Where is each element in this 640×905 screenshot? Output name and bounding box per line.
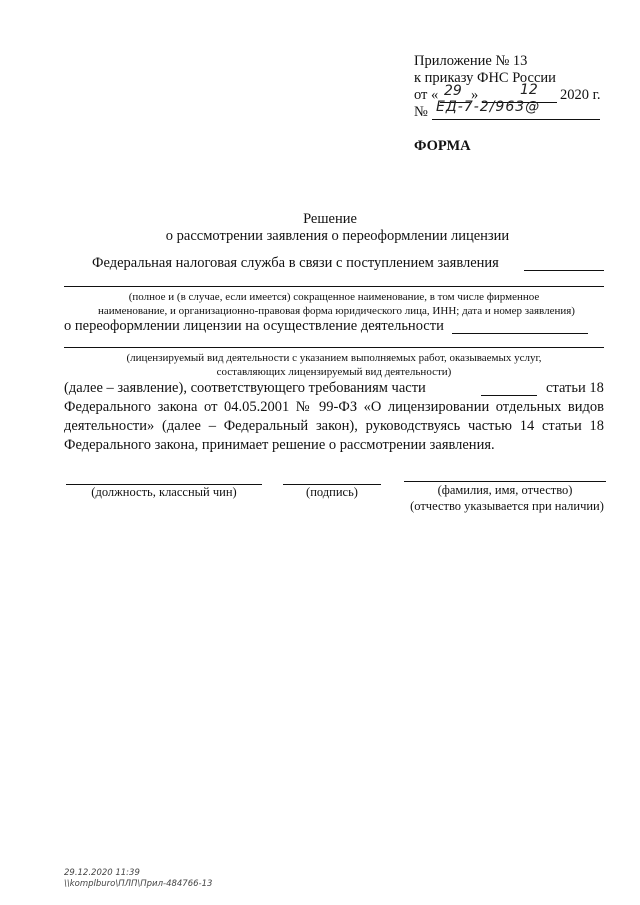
appendix-line2: к приказу ФНС России <box>414 70 556 86</box>
reissue-text: о переоформлении лицензии на осуществление деятельности <box>64 318 444 334</box>
applicant-blank-line <box>64 286 604 287</box>
signature-caption: (подпись) <box>306 485 358 499</box>
appendix-date-mid: » <box>471 87 479 103</box>
title-line2: о рассмотрении заявления о переоформлении лицензии <box>165 228 510 244</box>
appendix-date-month: 12 <box>520 82 538 98</box>
paragraph-line1-a: (далее – заявление), соответствующего требованиям части <box>64 380 426 396</box>
paragraph-line2: Федерального закона от 04.05.2001 № 99-ФЗ «О лицензировании отдельных видов <box>64 399 604 415</box>
name-note: (отчество указывается при наличии) <box>410 499 604 513</box>
paragraph-line3: деятельности» (далее – Федеральный закон), руководствуясь частью 14 статьи 18 <box>64 418 604 434</box>
appendix-date-day: 29 <box>444 83 462 99</box>
appendix-line1: Приложение № 13 <box>414 53 528 69</box>
name-line <box>404 481 606 482</box>
appendix-date-year: 2020 г. <box>560 87 601 103</box>
paragraph-line4: Федерального закона, принимает решение о рассмотрении заявления. <box>64 437 495 453</box>
hint1-line1: (полное и (в случае, если имеется) сокращенное наименование, в том числе фирменное <box>128 291 540 303</box>
activity-blank-line <box>64 347 604 348</box>
form-label: ФОРМА <box>414 138 471 154</box>
number-underline <box>432 119 600 120</box>
intro-blank-line <box>524 270 604 271</box>
footer-date: 29.12.2020 11:39 <box>64 868 140 878</box>
hint2-line1: (лицензируемый вид деятельности с указанием выполняемых работ, оказываемых услуг, <box>126 352 542 364</box>
reissue-blank-line <box>452 333 588 334</box>
appendix-number-prefix: № <box>414 104 428 120</box>
position-caption: (должность, классный чин) <box>91 485 237 499</box>
part-blank-line <box>481 395 537 396</box>
appendix-number-value: ЕД-7-2/963@ <box>436 99 541 115</box>
hint1-line2: наименование, и организационно-правовая форма юридического лица, ИНН; дата и номер заявления) <box>98 305 575 317</box>
intro-text: Федеральная налоговая служба в связи с поступлением заявления <box>92 255 499 271</box>
footer-path: \\komplburo\ПЛП\Прил-484766-13 <box>64 879 213 889</box>
name-caption: (фамилия, имя, отчество) <box>437 483 573 497</box>
paragraph-line1-b: статьи 18 <box>546 380 604 396</box>
title-line1: Решение <box>303 211 357 227</box>
appendix-date-prefix: от « <box>414 87 439 103</box>
hint2-line2: составляющих лицензируемый вид деятельности) <box>216 366 452 378</box>
